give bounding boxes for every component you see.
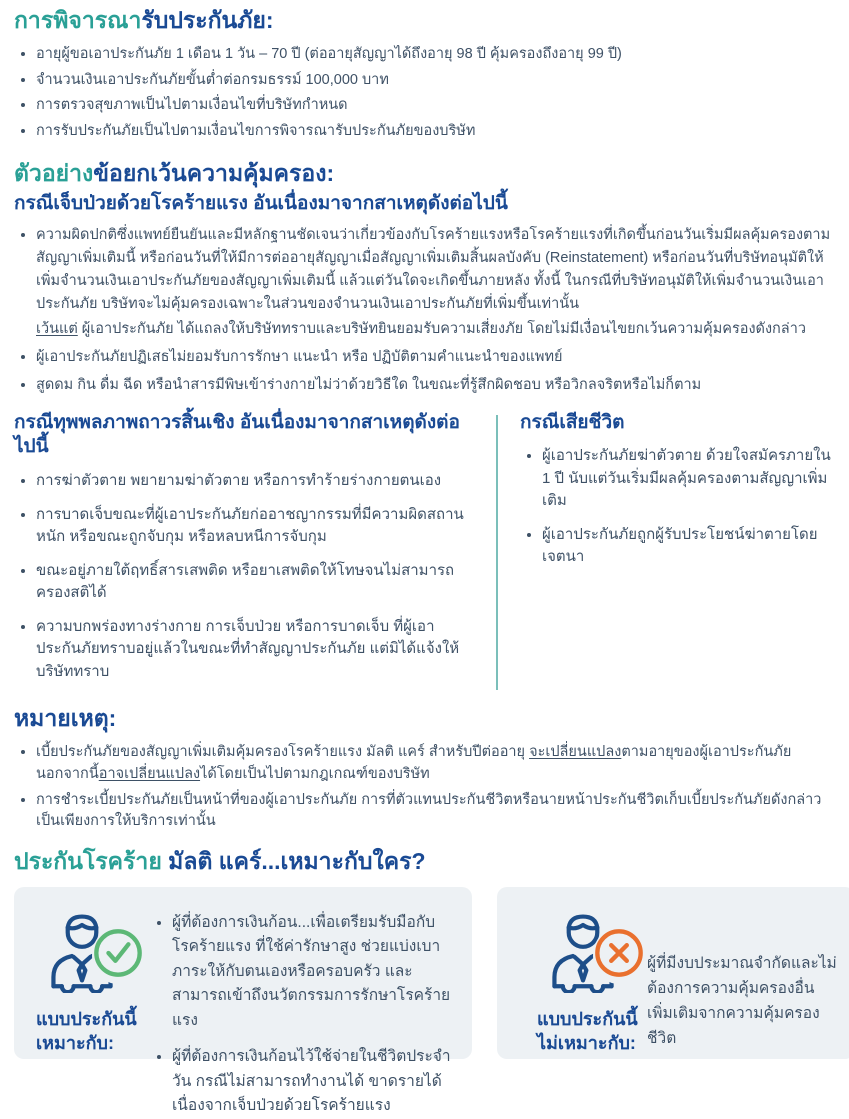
unsuitable-card (497, 887, 849, 1059)
death-title: กรณีเสียชีวิต (520, 411, 625, 433)
person-x-icon (541, 909, 637, 995)
suitable-card-body (154, 909, 454, 1115)
suitable-card (14, 887, 472, 1115)
unsuitable-label-line1: แบบประกันนี้ (537, 1008, 638, 1029)
exclusions-title-teal: ตัวอย่าง (14, 159, 94, 186)
note1-post: ได้โดยเป็นไปตามกฎเกณฑ์ของบริษัท (200, 765, 430, 782)
unsuitable-card-body (647, 909, 837, 1048)
suitable-label-line1: แบบประกันนี้ (36, 1008, 137, 1029)
list-item: • ผู้ที่ต้องการเงินก้อนไว้ใช้จ่ายในชีวิตประจำวัน กรณีไม่สามารถทำงานได้ ขาดรายได้ เนื่องจากเจ็บป่วยด้วยโรคร้ายแรง (172, 1045, 454, 1118)
list-item: • ความบกพร่องทางร่างกาย การเจ็บป่วย หรือการบาดเจ็บ ที่ผู้เอาประกันภัยทราบอยู่แล้วในขณะที่ทำสัญญาประกันภัย แต่มิได้แจ้งให้บริษัททราบ (36, 616, 476, 684)
list-item: • ผู้เอาประกันภัยฆ่าตัวตาย ด้วยใจสมัครภายใน 1 ปี นับแต่วันเริ่มมีผลคุ้มครองตามสัญญาเพิ่มเติม (542, 445, 835, 513)
list-item: • ผู้เอาประกันภัยถูกผู้รับประโยชน์ฆ่าตายโดยเจตนา (542, 524, 835, 569)
list-item: • อายุผู้ขอเอาประกันภัย 1 เดือน 1 วัน – 70 ปี (ต่ออายุสัญญาได้ถึงอายุ 98 ปี คุ้มครองถึงอายุ 99 ปี) (36, 44, 835, 66)
note1-mid: ตามอายุของผู้เอาประกันภัย นอกจากนี้ (36, 744, 792, 782)
person-check-icon (40, 909, 136, 995)
list-item: • ผู้เอาประกันภัยปฏิเสธไม่ยอมรับการรักษา แนะนำ หรือ ปฏิบัติตามคำแนะนำของแพทย์ (36, 346, 835, 369)
suitable-label-line2: เหมาะกับ: (36, 1033, 114, 1054)
exclusion-exception-line (36, 318, 835, 341)
disability-title: กรณีทุพพลภาพถาวรสิ้นเชิง อันเนื่องมาจากสาเหตุดังต่อไปนี้ (14, 411, 460, 458)
x-circle-icon (593, 927, 645, 984)
suitability-title (14, 847, 835, 877)
disability-column (14, 411, 476, 694)
exclusions-bullet-list (14, 224, 835, 396)
unsuitable-text: ผู้ที่มีงบประมาณจำกัดและไม่ต้องการความคุ้มครองอื่นเพิ่มเติมจากความคุ้มครองชีวิต (647, 954, 837, 1048)
exclusion-paragraph: ความผิดปกติซึ่งแพทย์ยืนยันและมีหลักฐานชัดเจนว่าเกี่ยวข้องกับโรคร้ายแรงหรือโรคร้ายแรงที่เกิดขึ้นก่อนวันเริ่มมีผลคุ้มครองตามสัญญาเพิ่มเติมนี้ หรือก่อนวันที่ให้มีการต่ออายุสัญญาเมื่อสัญญาเพิ่มเติมสิ้นผลบังคับ (Reinstatement) หรือก่อนวันที่บริษัทอนุมัติให้เพิ่มจำนวนเงินเอาประกันภัยของสัญญาเพิ่มเติมนี้ แล้วแต่วันใดจะเกิดขึ้นภายหลัง ทั้งนี้ ในกรณีที่บริษัทอนุมัติให้เพิ่มจำนวนเงินเอาประกันภัย บริษัทจะไม่คุ้มครองเฉพาะในส่วนของจำนวนเงินเอาประกันภัยที่เพิ่มขึ้นเท่านั้น (36, 227, 831, 313)
note1-underlined-2: อาจเปลี่ยนแปลง (98, 765, 201, 782)
suitability-cards (14, 887, 837, 1115)
death-column (520, 411, 835, 694)
underwriting-title (14, 6, 835, 36)
underwriting-section (14, 6, 835, 143)
suitability-title-navy: มัลติ แคร์...เหมาะกับใคร? (161, 848, 426, 875)
list-item: • การบาดเจ็บขณะที่ผู้เอาประกันภัยก่ออาชญากรรมที่มีความผิดสถานหนัก หรือขณะถูกจับกุม หรือหลบหนีการจับกุม (36, 504, 476, 549)
vertical-divider (496, 415, 498, 690)
disability-death-columns (14, 411, 835, 694)
list-item: • การรับประกันภัยเป็นไปตามเงื่อนไขการพิจารณารับประกันภัยของบริษัท (36, 121, 835, 143)
list-item: • การฆ่าตัวตาย พยายามฆ่าตัวตาย หรือการทำร้ายร่างกายตนเอง (36, 470, 476, 493)
suitable-bullet-list (154, 911, 454, 1119)
list-item (36, 742, 835, 786)
list-item: • จำนวนเงินเอาประกันภัยขั้นต่ำต่อกรมธรรม์ 100,000 บาท (36, 70, 835, 92)
list-item: • สูดดม กิน ดื่ม ฉีด หรือนำสารมีพิษเข้าร่างกายไม่ว่าด้วยวิธีใด ในขณะที่รู้สึกผิดชอบ หรือวิกลจริตหรือไม่ก็ตาม (36, 374, 835, 397)
underwriting-bullet-list (14, 44, 835, 143)
unsuitable-label-line2: ไม่เหมาะกับ: (537, 1033, 636, 1054)
list-item: • ขณะอยู่ภายใต้ฤทธิ์สารเสพติด หรือยาเสพติดให้โทษจนไม่สามารถครองสติได้ (36, 560, 476, 605)
death-bullet-list (520, 445, 835, 569)
notes-title (14, 704, 835, 734)
suitable-icon-column (36, 909, 154, 1054)
exception-rest: ผู้เอาประกันภัย ได้แถลงให้บริษัททราบและบริษัทยินยอมรับความเสี่ยงภัย โดยไม่มีเงื่อนไขยกเว้นความคุ้มครองดังกล่าว (77, 321, 806, 338)
list-item (36, 224, 835, 341)
suitable-card-label (36, 1007, 154, 1056)
exclusions-title-navy: ข้อยกเว้นความคุ้มครอง: (93, 159, 335, 186)
note1-pre: เบี้ยประกันภัยของสัญญาเพิ่มเติมคุ้มครองโรคร้ายแรง มัลติ แคร์ สำหรับปีต่ออายุ (36, 744, 530, 761)
underwriting-title-teal: การพิจารณา (14, 7, 142, 33)
notes-bullet-list (14, 742, 835, 833)
list-item: • ผู้ที่ต้องการเงินก้อน...เพื่อเตรียมรับมือกับโรคร้ายแรง ที่ใช้ค่ารักษาสูง ช่วยแบ่งเบาภาระให้กับตนเองหรือครอบครัว และสามารถเข้าถึงนวัตกรรมการรักษาโรคร้ายแรง (172, 911, 454, 1033)
unsuitable-card-label (537, 1007, 647, 1056)
unsuitable-icon-column (519, 909, 647, 1054)
exclusions-section (14, 159, 835, 397)
notes-section (14, 704, 835, 833)
list-item: • การชำระเบี้ยประกันภัยเป็นหน้าที่ของผู้เอาประกันภัย การที่ตัวแทนประกันชีวิตหรือนายหน้าประกันชีวิตเก็บเบี้ยประกันภัยดังกล่าวเป็นเพียงการให้บริการเท่านั้น (36, 790, 835, 834)
underwriting-title-navy: รับประกันภัย: (141, 7, 274, 33)
notes-title-text: หมายเหตุ: (14, 705, 117, 732)
suitability-title-teal: ประกันโรคร้าย (14, 848, 162, 875)
exception-underlined-word: เว้นแต่ (36, 321, 78, 338)
list-item: • การตรวจสุขภาพเป็นไปตามเงื่อนไขที่บริษัทกำหนด (36, 95, 835, 117)
exclusions-subtitle: กรณีเจ็บป่วยด้วยโรคร้ายแรง อันเนื่องมาจากสาเหตุดังต่อไปนี้ (14, 192, 508, 214)
disability-bullet-list (14, 470, 476, 683)
suitability-section (14, 847, 837, 1115)
note1-underlined-1: จะเปลี่ยนแปลง (529, 744, 622, 761)
check-circle-icon (92, 927, 144, 984)
exclusions-title (14, 159, 835, 189)
